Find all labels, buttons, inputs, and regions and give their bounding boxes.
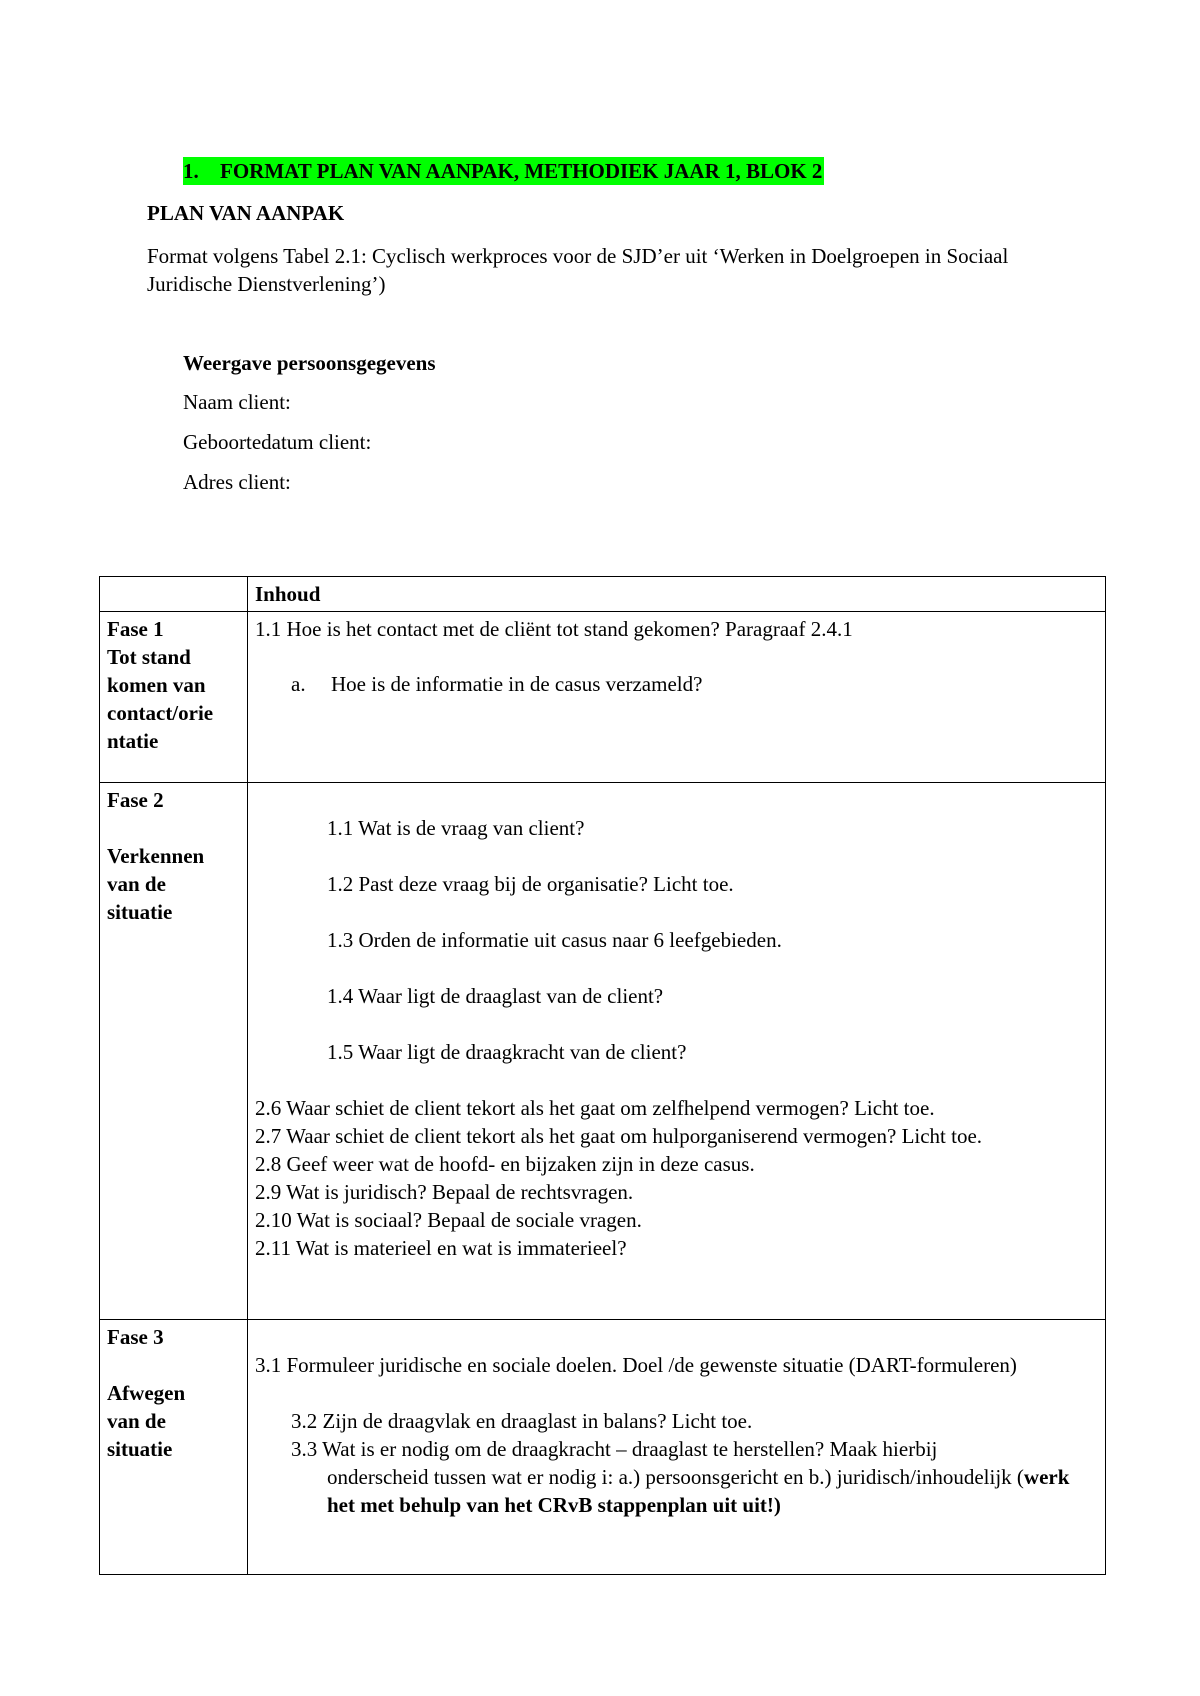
fase1-label-line: Fase 1: [107, 617, 164, 641]
sub-item-text: Hoe is de informatie in de casus verzameld?: [331, 672, 703, 696]
fase2-question: 2.10 Wat is sociaal? Bepaal de sociale vragen.: [255, 1208, 642, 1232]
fase3-q33-continuation: [291, 1463, 1098, 1519]
fase1-content-cell: [248, 612, 1106, 783]
fase3-q33-cont-text: onderscheid tussen wat er nodig i: a.) persoonsgericht en b.) juridisch/inhoudelijk (: [327, 1465, 1024, 1489]
fase2-label-line: van de: [107, 872, 166, 896]
fase3-label-line: situatie: [107, 1437, 173, 1461]
fase1-label-line: ntatie: [107, 729, 159, 753]
fase1-question-1-1: 1.1 Hoe is het contact met de cliënt tot stand gekomen? Paragraaf 2.4.1: [255, 617, 853, 641]
fase2-question: 1.2 Past deze vraag bij de organisatie? Licht toe.: [327, 872, 734, 896]
fase3-label-line: Fase 3: [107, 1325, 164, 1349]
fase1-label-line: komen van: [107, 673, 206, 697]
client-birthdate-field: Geboortedatum client:: [183, 430, 372, 455]
fase2-question: 1.1 Wat is de vraag van client?: [327, 816, 585, 840]
fase2-question: 2.6 Waar schiet de client tekort als het gaat om zelfhelpend vermogen? Licht toe.: [255, 1096, 935, 1120]
fase1-label-line: Tot stand: [107, 645, 191, 669]
fase3-question-3-3: [255, 1435, 1098, 1519]
fase3-question-3-2: 3.2 Zijn de draagvlak en draaglast in balans? Licht toe.: [291, 1409, 753, 1433]
fase2-question: 2.8 Geef weer wat de hoofd- en bijzaken zijn in deze casus.: [255, 1152, 755, 1176]
section-heading: [183, 158, 824, 185]
client-address-field: Adres client:: [183, 470, 291, 495]
fase2-question: 1.5 Waar ligt de draagkracht van de client?: [327, 1040, 687, 1064]
fase2-content-cell: [248, 783, 1106, 1320]
fase2-question: 2.7 Waar schiet de client tekort als het gaat om hulporganiserend vermogen? Licht toe.: [255, 1124, 983, 1148]
heading-number: 1.: [183, 159, 199, 183]
format-description: Format volgens Tabel 2.1: Cyclisch werkproces voor de SJD’er uit ‘Werken in Doelgroepen in Sociaal Juridische Dienstverlening’): [147, 244, 1009, 296]
header-inhoud: Inhoud: [248, 577, 1106, 612]
fase2-question: 1.4 Waar ligt de draaglast van de client?: [327, 984, 664, 1008]
sub-item-marker: a.: [291, 672, 306, 696]
header-empty-cell: [100, 577, 248, 612]
fase2-question: 1.3 Orden de informatie uit casus naar 6 leefgebieden.: [327, 928, 782, 952]
fase3-q33-first-line: 3.3 Wat is er nodig om de draagkracht – draaglast te herstellen? Maak hierbij: [291, 1437, 938, 1461]
fase2-label-line: situatie: [107, 900, 173, 924]
fase3-label-line: Afwegen: [107, 1381, 186, 1405]
client-name-field: Naam client:: [183, 390, 291, 415]
fase3-content-cell: [248, 1320, 1106, 1575]
plan-table: [99, 576, 1106, 1575]
fase2-label-line: Fase 2: [107, 788, 164, 812]
fase1-label-cell: [100, 612, 248, 783]
fase3-label-cell: [100, 1320, 248, 1575]
table-header-row: [100, 577, 1106, 612]
fase3-q33-bold-text: werk het met behulp van het CRvB stappenplan uit uit!): [327, 1465, 1070, 1517]
fase2-label-cell: [100, 783, 248, 1320]
fase2-question: 2.11 Wat is materieel en wat is immaterieel?: [255, 1236, 627, 1260]
heading-text: FORMAT PLAN VAN AANPAK, METHODIEK JAAR 1, BLOK 2: [220, 159, 823, 183]
fase2-question: 2.9 Wat is juridisch? Bepaal de rechtsvragen.: [255, 1180, 634, 1204]
person-details: [183, 350, 436, 509]
fase3-question-3-1: 3.1 Formuleer juridische en sociale doelen. Doel /de gewenste situatie (DART-formuleren): [255, 1353, 1017, 1377]
fase1-sub-item-a: [255, 670, 1098, 698]
fase1-label-line: contact/orie: [107, 701, 214, 725]
person-details-title: Weergave persoonsgegevens: [183, 351, 436, 375]
table-row-fase2: [100, 783, 1106, 1320]
fase3-label-line: van de: [107, 1409, 166, 1433]
table-row-fase1: [100, 612, 1106, 783]
fase2-label-line: Verkennen: [107, 844, 205, 868]
plan-title: PLAN VAN AANPAK: [147, 201, 345, 225]
table-row-fase3: [100, 1320, 1106, 1575]
heading-highlight: [183, 157, 824, 185]
